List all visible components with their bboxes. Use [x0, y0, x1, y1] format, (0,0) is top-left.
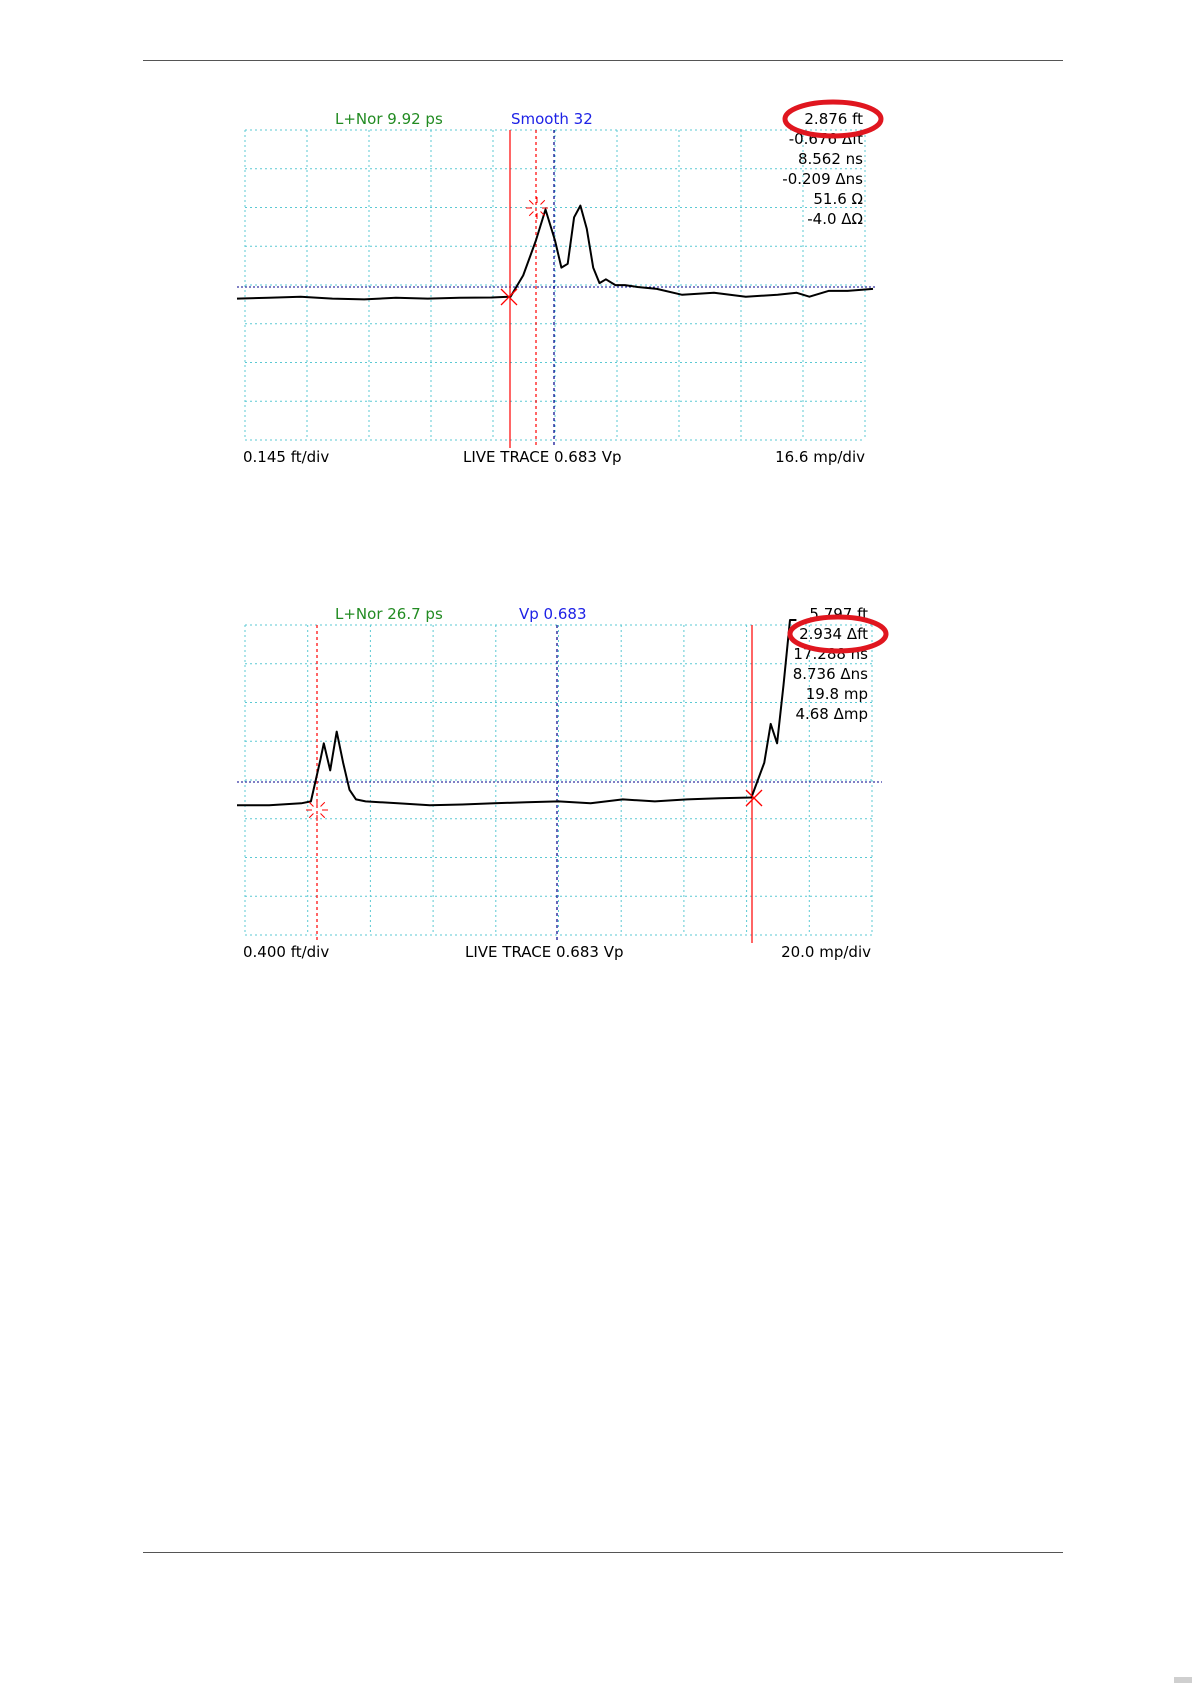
footer-mid: LIVE TRACE 0.683 Vp — [465, 943, 624, 961]
readout-5: -4.0 ΔΩ — [807, 210, 863, 228]
header-left: L+Nor 26.7 ps — [335, 605, 443, 623]
footer-left: 0.145 ft/div — [243, 448, 330, 466]
trace-line — [237, 620, 796, 805]
waveform-svg-1 — [237, 100, 877, 472]
readout-1: -0.676 Δft — [788, 130, 863, 148]
footer-right: 16.6 mp/div — [775, 448, 865, 466]
cursor-star-marker — [541, 200, 545, 204]
readout-4: 51.6 Ω — [813, 190, 863, 208]
page-corner-mark — [1174, 1675, 1192, 1685]
header-mid: Vp 0.683 — [519, 605, 587, 623]
header-mid: Smooth 32 — [511, 110, 593, 128]
cursor-star-marker — [529, 212, 533, 216]
footer-mid: LIVE TRACE 0.683 Vp — [463, 448, 622, 466]
header-left: L+Nor 9.92 ps — [335, 110, 443, 128]
top-rule — [143, 60, 1063, 61]
cursor-star-marker — [309, 814, 313, 818]
readout-4: 19.8 mp — [805, 685, 868, 703]
readout-3: 8.736 Δns — [792, 665, 868, 683]
bottom-rule — [143, 1552, 1063, 1553]
readout-5: 4.68 Δmp — [795, 705, 868, 723]
waveform-panel-1 — [237, 100, 877, 472]
footer-left: 0.400 ft/div — [243, 943, 330, 961]
cursor-star-marker — [321, 814, 325, 818]
cursor-star-marker — [529, 200, 533, 204]
cursor-star-marker — [309, 802, 313, 806]
cursor-star-marker — [321, 802, 325, 806]
waveform-svg-2 — [237, 595, 877, 967]
footer-right: 20.0 mp/div — [781, 943, 871, 961]
readout-1: 2.934 Δft — [799, 625, 868, 643]
readout-2: 8.562 ns — [797, 150, 863, 168]
readout-0: 2.876 ft — [804, 110, 863, 128]
waveform-panel-2 — [237, 595, 877, 967]
readout-0: 5.797 ft — [809, 605, 868, 623]
readout-2: 17.288 ns — [793, 645, 868, 663]
readout-3: -0.209 Δns — [782, 170, 863, 188]
